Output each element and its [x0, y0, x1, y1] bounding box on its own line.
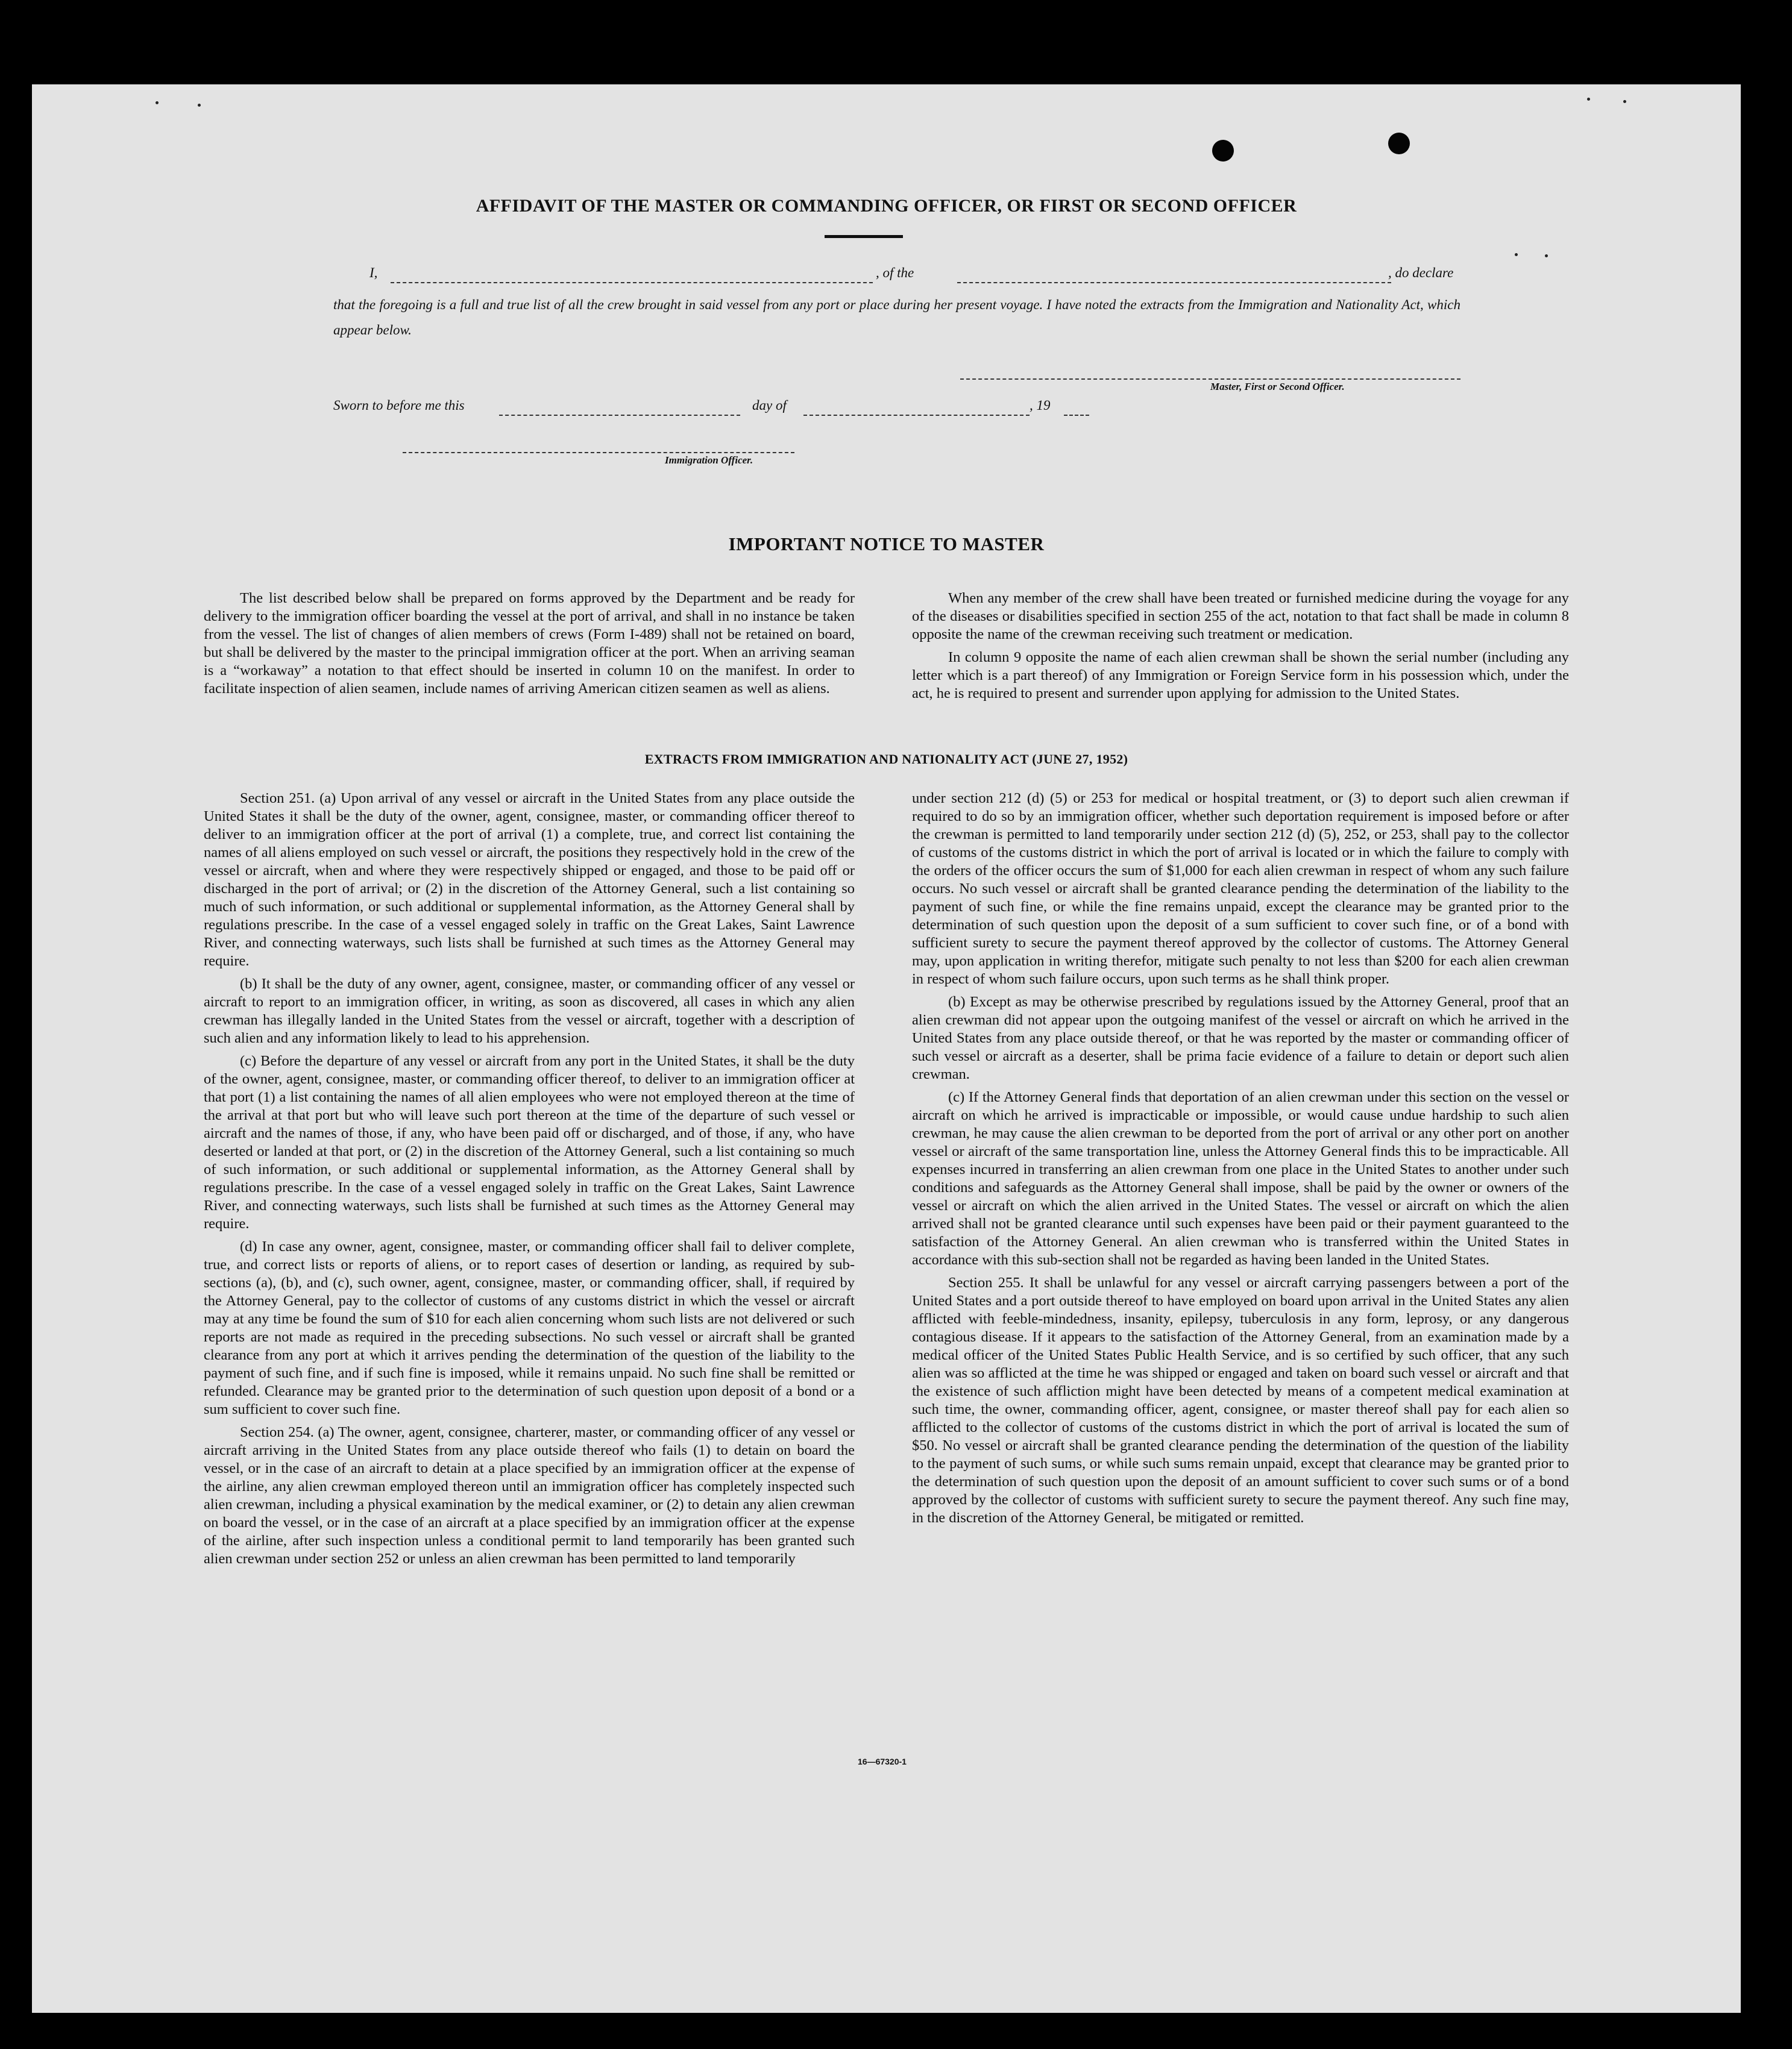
i-label: I,	[369, 265, 378, 280]
declaration-text: that the foregoing is a full and true list of all the crew brought in said vessel from any port or place during her present voyage. I have noted the extracts from the Immigration and Nationality Act, which appear below.	[333, 297, 1460, 337]
section-paragraph: (c) Before the departure of any vessel or aircraft from any port in the United States, it shall be the duty of the owner, agent, consignee, master, or commanding officer thereof, to deliver to an immigration officer at that port (1) a list containing the names of all alien employees who were not employed thereon at the time of the arrival at that port but who will leave such port thereon at the time of the departure of such vessel or aircraft and the names of those, if any, who have been paid off or discharged, and of those, if any, who have deserted or landed at that port, or (2) in the discretion of the Attorney General, such a list containing so much of such information, or such additional or supplemental information, as the Attorney General shall by regulations prescribe. In the case of a vessel engaged solely in traffic on the Great Lakes, Saint Lawrence River, and connecting waterways, such lists shall be furnished at such times as the Attorney General may require.	[204, 1053, 855, 1232]
section-paragraph: (c) If the Attorney General finds that deportation of an alien crewman under this section on the vessel or aircraft on which he arrived is impracticable or impossible, or would cause undue hardship to such alien crewman, he may cause the alien crewman to be deported from the port of arrival or any other port on another vessel or aircraft of the same transportation line, unless the Attorney General finds this to be impracticable. All expenses incurred in transferring an alien crewman from one place in the United States to another under such conditions and safeguards as the Attorney General shall impose, shall be paid by the owner or owners of the vessel or aircraft on which the alien arrived in the United States. The vessel or aircraft on which the alien arrived shall not be granted clearance until such expenses have been paid or their payment guaranteed to the satisfaction of the Attorney General. An alien crewman who is transferred within the United States in accordance with this sub-section shall not be regarded as having been landed in the United States.	[912, 1089, 1569, 1268]
document-page	[32, 84, 1741, 2013]
section-paragraph: (d) In case any owner, agent, consignee, master, or commanding officer shall fail to deliver complete, true, and correct lists or reports of aliens, or to report cases of desertion or landing, as required by sub-sections (a), (b), and (c), such owner, agent, consignee, master, or commanding officer, shall, if required by the Attorney General, pay to the collector of customs of any customs district in which the vessel or aircraft may at any time be found the sum of $10 for each alien concerning whom such lists are not delivered or such reports are not made as required in the preceding subsections. No such vessel or aircraft shall be granted clearance from any port at which it arrives pending the determination of the question of the liability to the payment of such fine, and if such fine is imposed, while it remains unpaid. No such fine shall be remitted or refunded. Clearance may be granted prior to the determination of such question upon deposit of a bond or a sum sufficient to cover such fine.	[204, 1238, 855, 1417]
title-underline	[825, 235, 903, 238]
do-declare-label: , do declare	[1388, 265, 1454, 280]
speck	[198, 104, 201, 107]
sworn-day-blank[interactable]	[499, 415, 740, 416]
section-paragraph: Section 255. It shall be unlawful for any vessel or aircraft carrying passengers between a port of the United States and a port outside thereof to have employed on board upon arrival in the United States any alien afflicted with feeble-mindedness, insanity, epilepsy, tuberculosis in any form, leprosy, or any dangerous contagious disease. If it appears to the satisfaction of the Attorney General, from an examination made by a medical officer of the United States Public Health Service, and is so certified by such officer, that any such alien was so afflicted at the time he was shipped or engaged and taken on board such vessel or aircraft and that the existence of such affliction might have been detected by means of a competent medical examination at such time, the owner, commanding officer, agent, consignee, or master thereof shall pay for each alien so afflicted to the collector of customs of the customs district in which the port of arrival is located the sum of $50. No vessel or aircraft shall be granted clearance pending the determination of the question of the liability to the payment of such sums, or while such sums remain unpaid, except that clearance may be granted prior to the determination of such question upon the deposit of an amount sufficient to cover such sums or of a bond approved by the collector of customs with sufficient surety to secure the payment thereof. Any such fine may, in the discretion of the Attorney General, be mitigated or remitted.	[912, 1275, 1569, 1526]
officer-signature-line[interactable]	[403, 452, 794, 453]
of-the-label: , of the	[876, 265, 914, 280]
extracts-title: EXTRACTS FROM IMMIGRATION AND NATIONALITY ACT (JUNE 27, 1952)	[644, 752, 1128, 767]
punch-hole-left	[1212, 140, 1234, 162]
name-blank[interactable]	[391, 282, 873, 283]
extracts-left-column	[204, 789, 855, 1573]
speck	[156, 101, 159, 104]
master-signature-line[interactable]	[960, 378, 1460, 380]
punch-hole-right	[1388, 133, 1410, 154]
section-paragraph: (b) Except as may be otherwise prescribed by regulations issued by the Attorney General, proof that an alien crewman did not appear upon the outgoing manifest of the vessel or aircraft on which he arrived in the United States from any place outside thereof, or that he was reported by the master or commanding officer of such vessel or aircraft as a deserter, shall be prima facie evidence of a failure to detain or deport such alien crewman.	[912, 994, 1569, 1082]
section-paragraph: (b) It shall be the duty of any owner, agent, consignee, master, or commanding officer of any vessel or aircraft to report to an immigration officer, in writing, as soon as discovered, all cases in which any alien crewman has illegally landed in the United States from the vessel or aircraft, together with a description of such alien and any information likely to lead to his apprehension.	[204, 976, 855, 1046]
sworn-label: Sworn to before me this	[333, 398, 465, 413]
notice-left-text: The list described below shall be prepared on forms approved by the Department and be ready for delivery to the immigration officer boarding the vessel at the port of arrival, and shall in no instance be taken from the vessel. The list of changes of alien members of crews (Form I-489) shall not be retained on board, but shall be delivered by the master to the principal immigration officer at the port. When an arriving seaman is a “workaway” a notation to that effect should be inserted in column 10 on the manifest. In order to facilitate inspection of alien seamen, include names of arriving American citizen seamen as well as aliens.	[204, 590, 855, 697]
officer-signature-caption: Immigration Officer.	[665, 454, 753, 466]
sworn-line	[333, 398, 1177, 422]
notice-left-column	[204, 589, 855, 703]
year-label: , 19	[1030, 398, 1051, 413]
speck	[1587, 98, 1590, 101]
form-number: 16—67320-1	[858, 1757, 907, 1766]
notice-right-paragraph: When any member of the crew shall have been treated or furnished medicine during the voyage for any of the diseases or disabilities specified in section 255 of the act, notation to that fact shall be made in column 8 opposite the name of the crewman receiving such treatment or medication.	[912, 590, 1569, 642]
day-of-label: day of	[752, 398, 787, 413]
section-paragraph: Section 251. (a) Upon arrival of any vessel or aircraft in the United States from any place outside the United States it shall be the duty of the owner, agent, consignee, master, or commanding officer thereof to deliver to an immigration officer at the port of arrival (1) a complete, true, and correct list containing the names of all aliens employed on such vessel or aircraft, the positions they respectively hold in the crew of the vessel or aircraft, when and where they were respectively shipped or engaged, and those to be paid off or discharged in the port of arrival; or (2) in the discretion of the Attorney General, such a list containing so much of such information, or such additional or supplemental information, as the Attorney General shall by regulations prescribe. In the case of a vessel engaged solely in traffic on the Great Lakes, Saint Lawrence River, and connecting waterways, such lists shall be furnished at such times as the Attorney General may require.	[204, 790, 855, 969]
notice-right-column	[912, 589, 1569, 708]
master-signature-caption: Master, First or Second Officer.	[1210, 381, 1345, 392]
affidavit-declaration-line	[369, 265, 1460, 289]
extracts-right-column	[912, 789, 1569, 1532]
notice-right-paragraph: In column 9 opposite the name of each alien crewman shall be shown the serial number (including any letter which is a part thereof) of any Immigration or Foreign Service form in his possession which, under the act, he is required to present and surrender upon applying for admission to the United States.	[912, 649, 1569, 701]
speck	[1623, 100, 1626, 103]
speck	[1515, 253, 1518, 256]
affidavit-title: AFFIDAVIT OF THE MASTER OR COMMANDING OFFICER, OR FIRST OR SECOND OFFICER	[476, 196, 1297, 216]
speck	[1545, 254, 1548, 257]
section-paragraph: under section 212 (d) (5) or 253 for medical or hospital treatment, or (3) to deport such alien crewman if required to do so by an immigration officer, whether such deportation requirement is imposed before or after the crewman is permitted to land temporarily under section 212 (d) (5), 252, or 253, shall pay to the collector of customs of the customs district in which the port of arrival is located or in which the failure to comply with the orders of the officer occurs the sum of $1,000 for each alien crewman in respect of whom any such failure occurs. No such vessel or aircraft shall be granted clearance pending the determination of the liability to the payment of such fine, or while the fine remains unpaid, except the clearance may be granted prior to the determination of such question upon the deposit of a sum sufficient to cover such fine, or of a bond with sufficient surety to secure the payment thereof approved by the collector of customs. The Attorney General may, upon application in writing therefor, mitigate such penalty to not less than $200 for each alien crewman in respect of whom such failure occurs, upon such terms as he shall think proper.	[912, 790, 1569, 987]
sworn-month-blank[interactable]	[803, 415, 1030, 416]
sworn-year-blank[interactable]	[1064, 415, 1089, 416]
vessel-blank[interactable]	[957, 282, 1391, 283]
section-paragraph: Section 254. (a) The owner, agent, consignee, charterer, master, or commanding officer of any vessel or aircraft arriving in the United States from any place outside thereof who fails (1) to detain on board the vessel, or in the case of an aircraft to detain at a place specified by an immigration officer at the expense of the airline, any alien crewman employed thereon until an immigration officer has completely inspected such alien crewman, including a physical examination by the medical examiner, or (2) to detain any alien crewman on board the vessel, or in the case of an aircraft at a place specified by an immigration officer at the expense of the airline, after such inspection unless a conditional permit to land temporarily has been granted such alien crewman under section 252 or unless an alien crewman has been permitted to land temporarily	[204, 1424, 855, 1567]
notice-title: IMPORTANT NOTICE TO MASTER	[728, 533, 1045, 554]
